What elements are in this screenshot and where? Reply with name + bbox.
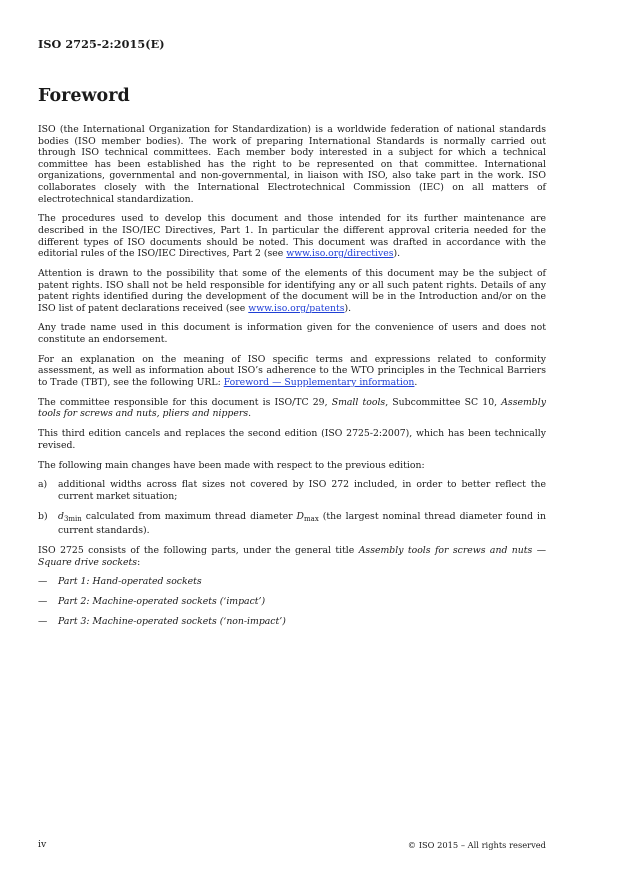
list-item: — Part 3: Machine-operated sockets (‘non-impact’) [38,616,286,628]
paragraph-trade-name: Any trade name used in this document is information given for the convenience of users and does not constitute an endorsement. [38,322,546,346]
paragraph-edition: This third edition cancels and replaces the second edition (ISO 2725-2:2007), which has been technically revised. [38,428,546,451]
page-title: Foreword [38,86,130,106]
patents-link[interactable]: www.iso.org/patents [248,302,345,314]
paragraph-conformity: For an explanation on the meaning of ISO specific terms and expressions related to conformity assessment, as well as information about ISO’s adherence to the WTO principles in the Technical Barriers to Trade (TBT), see the following URL: Foreword — Supplementary information. [38,353,546,389]
document-id: ISO 2725-2:2015(E) [38,37,165,51]
paragraph-patents: Attention is drawn to the possibility that some of the elements of this document may be the subject of patent rights. ISO shall not be held responsible for identifying any or all such patent rights. Details of any patent rights identified during the development of the document will be in the Introduction and/or on the ISO list of patent declarations received (see www.iso.org/patents). [38,267,546,314]
list-item: b) $d_{3min}$ calculated from maximum thread diameter $D_{max}$ (the largest nominal thread diameter found in current standards). [38,510,546,537]
paragraph-changes-intro: The following main changes have been made with respect to the previous edition: [38,459,425,471]
paragraph-iso-intro: ISO (the International Organization for Standardization) is a worldwide federation of national standards bodies (ISO member bodies). The work of preparing International Standards is normally carried out through ISO technical committees. Each member body interested in a subject for which a technical committee has been established has the right to be represented on that committee. International organizations, governmental and non-governmental, in liaison with ISO, also take part in the work. ISO collaborates closely with the International Electrotechnical Commission (IEC) on all matters of electrotechnical standardization. [38,124,546,205]
foreword-body [38,124,546,636]
paragraph-procedures: The procedures used to develop this document and those intended for its further maintenance are described in the ISO/IEC Directives, Part 1. In particular the different approval criteria needed for the different types of ISO documents should be noted. This document was drafted in accordance with the editorial rules of the ISO/IEC Directives, Part 2 (see www.iso.org/directives). [38,213,546,260]
paragraph-committee: The committee responsible for this document is ISO/TC 29, Small tools, Subcommittee SC 10, Assembly tools for screws and nuts, pliers and nippers. [38,396,546,420]
list-item: a) additional widths across flat sizes not covered by ISO 272 included, in order to better reflect the current market situation; [38,479,546,502]
paragraph-parts-intro: ISO 2725 consists of the following parts, under the general title Assembly tools for screws and nuts — Square drive sockets: [38,545,546,568]
page-number: iv [38,839,47,850]
supplementary-info-link[interactable]: Foreword — Supplementary information [223,377,415,389]
copyright-notice: © ISO 2015 – All rights reserved [407,840,546,850]
directives-link[interactable]: www.iso.org/directives [286,248,394,260]
list-item: — Part 1: Hand-operated sockets [38,576,202,588]
list-item: — Part 2: Machine-operated sockets (‘impact’) [38,596,266,608]
